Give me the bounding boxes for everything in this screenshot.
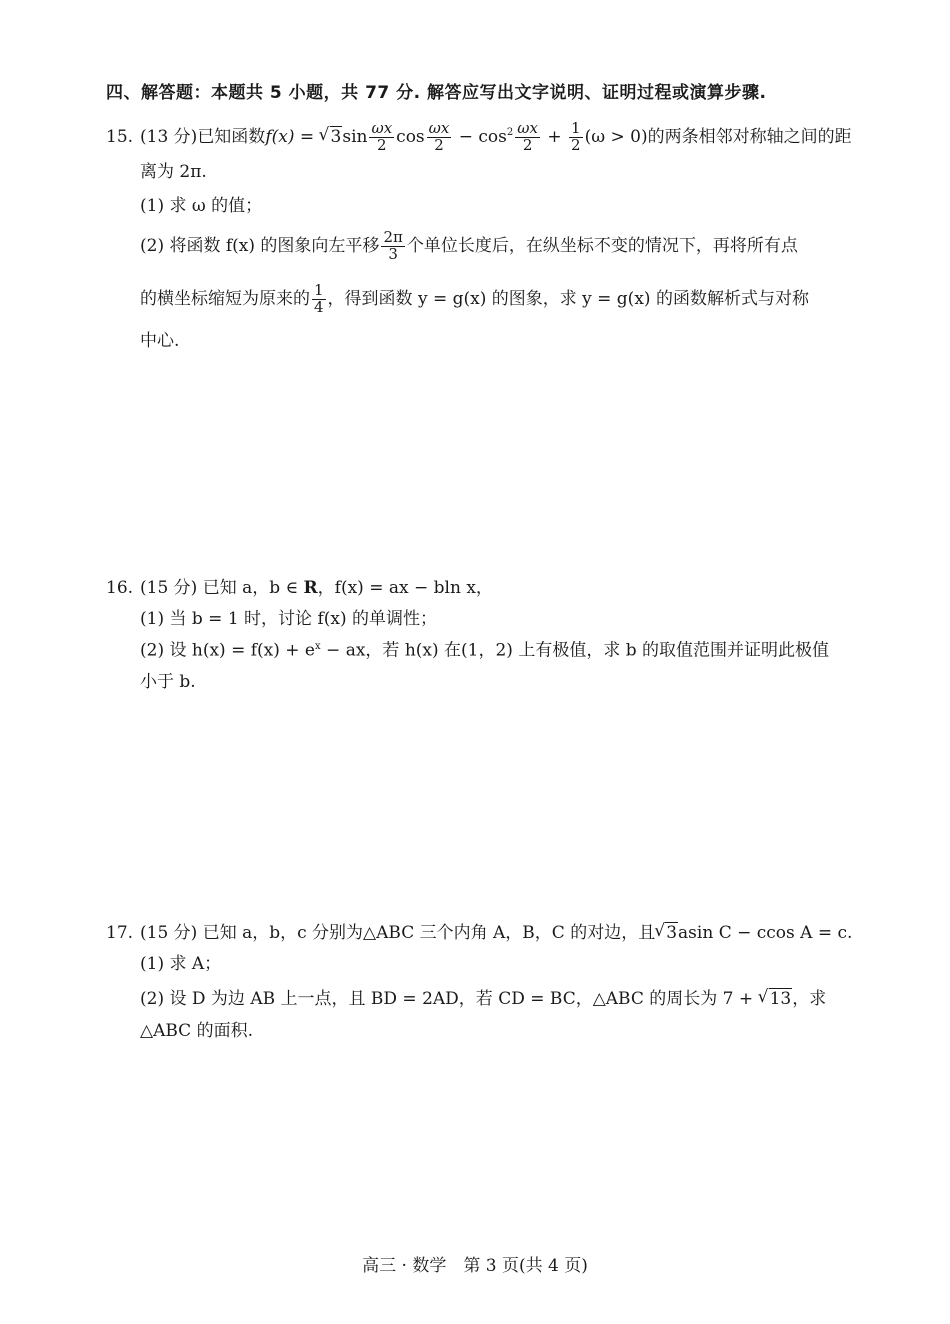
q16-part2-a: (2) 设 h(x) = f(x) + e — [140, 640, 315, 661]
q16-part2-line2: 小于 b. — [140, 672, 196, 692]
q17-part2-a: (2) 设 D 为边 AB 上一点，且 BD = 2AD，若 CD = BC，△ABC 的周长为 7 + — [140, 989, 759, 1009]
q15-tail: 的两条相邻对称轴之间的距 — [647, 126, 852, 147]
q17-intro: (15 分) 已知 a，b，c 分别为△ABC 三个内角 A，B，C 的对边，且 — [140, 923, 656, 943]
q17-sqrt-13: √ 13 — [759, 991, 793, 1008]
q15-frac-b: $\frac{\omega x}{2}$ — [428, 119, 450, 154]
q15-part2-a: (2) 将函数 f(x) 的图象向左平移 — [140, 235, 380, 256]
q17-line1 — [106, 925, 852, 942]
q16-func: ，f(x) = ax − bln x， — [317, 578, 493, 598]
q17-part2-line2: △ABC 的面积. — [140, 1021, 253, 1041]
q15-func: f(x) = — [265, 126, 320, 147]
q15-part2-line2 — [140, 283, 809, 316]
q15-part1: (1) 求 ω 的值； — [140, 196, 263, 216]
q15-shift-frac: $\frac{2\pi}{3}$ — [383, 228, 403, 263]
q16-line1 — [106, 580, 493, 597]
q15-intro: 已知函数 — [197, 126, 266, 147]
q15-frac-a: $\frac{\omega x}{2}$ — [371, 119, 393, 154]
q15-frac-d: $\frac{1}{2}$ — [571, 119, 581, 154]
q16-real-set: R — [303, 578, 318, 598]
q17-part1: (1) 求 A； — [140, 954, 222, 974]
q16-part2-b: − ax，若 h(x) 在(1，2) 上有极值，求 b 的取值范围并证明此极值 — [320, 640, 830, 661]
q15-cond: (ω > 0) — [584, 126, 648, 147]
q17-sqrt: √ 3 — [655, 925, 678, 942]
q16-number: 16. — [106, 578, 134, 598]
q15-part2-b: 个单位长度后，在纵坐标不变的情况下，再将所有点 — [406, 235, 798, 256]
q15-cos: cos — [396, 126, 425, 147]
q15-sqrt: √ 3 — [320, 129, 343, 146]
q15-points: (13 分) — [140, 126, 198, 147]
q15-part2-line1 — [140, 230, 798, 263]
q17-number: 17. — [106, 923, 134, 943]
page-footer: 高三 · 数学 第 3 页(共 4 页) — [362, 1256, 588, 1276]
q16-part1: (1) 当 b = 1 时，讨论 f(x) 的单调性； — [140, 609, 437, 629]
q16-part2-line1 — [140, 642, 829, 660]
q15-scale-frac: $\frac{1}{4}$ — [314, 281, 324, 316]
q17-part2-b: ，求 — [792, 989, 827, 1009]
q17-equation: asin C − ccos A = c. — [678, 923, 853, 943]
q15-sin: sin — [342, 126, 368, 147]
q16-intro: (15 分) 已知 a，b ∈ — [140, 578, 304, 598]
q15-line1: 15. (13 分)已知函数f(x) = √ 3sin $\frac{\omega x}{2}$ cos $\frac{\omega x}{2}$ − $\cos^2$ $\frac{\omega x}{2}$ + $\frac{1}{2}$ (ω > 0)的两条相邻对称轴之间的距 — [106, 121, 852, 154]
q15-part2-line3: 中心. — [140, 331, 180, 351]
q17-part2-line1 — [140, 991, 826, 1008]
q16-exp: x — [315, 641, 321, 652]
q15-minus-cos: − cos — [453, 126, 507, 147]
q15-line2: 离为 2π. — [140, 162, 207, 182]
section-title: 四、解答题：本题共 5 小题，共 77 分. 解答应写出文字说明、证明过程或演算步骤. — [106, 83, 767, 103]
q15-part2-d: ，得到函数 y = g(x) 的图象，求 y = g(x) 的函数解析式与对称 — [327, 288, 809, 309]
q15-frac-c: $\frac{\omega x}{2}$ — [517, 119, 538, 154]
q15-part2-c: 的横坐标缩短为原来的 — [140, 288, 310, 309]
q15-number: 15. — [106, 126, 134, 147]
q15-square: 2 — [506, 127, 514, 139]
